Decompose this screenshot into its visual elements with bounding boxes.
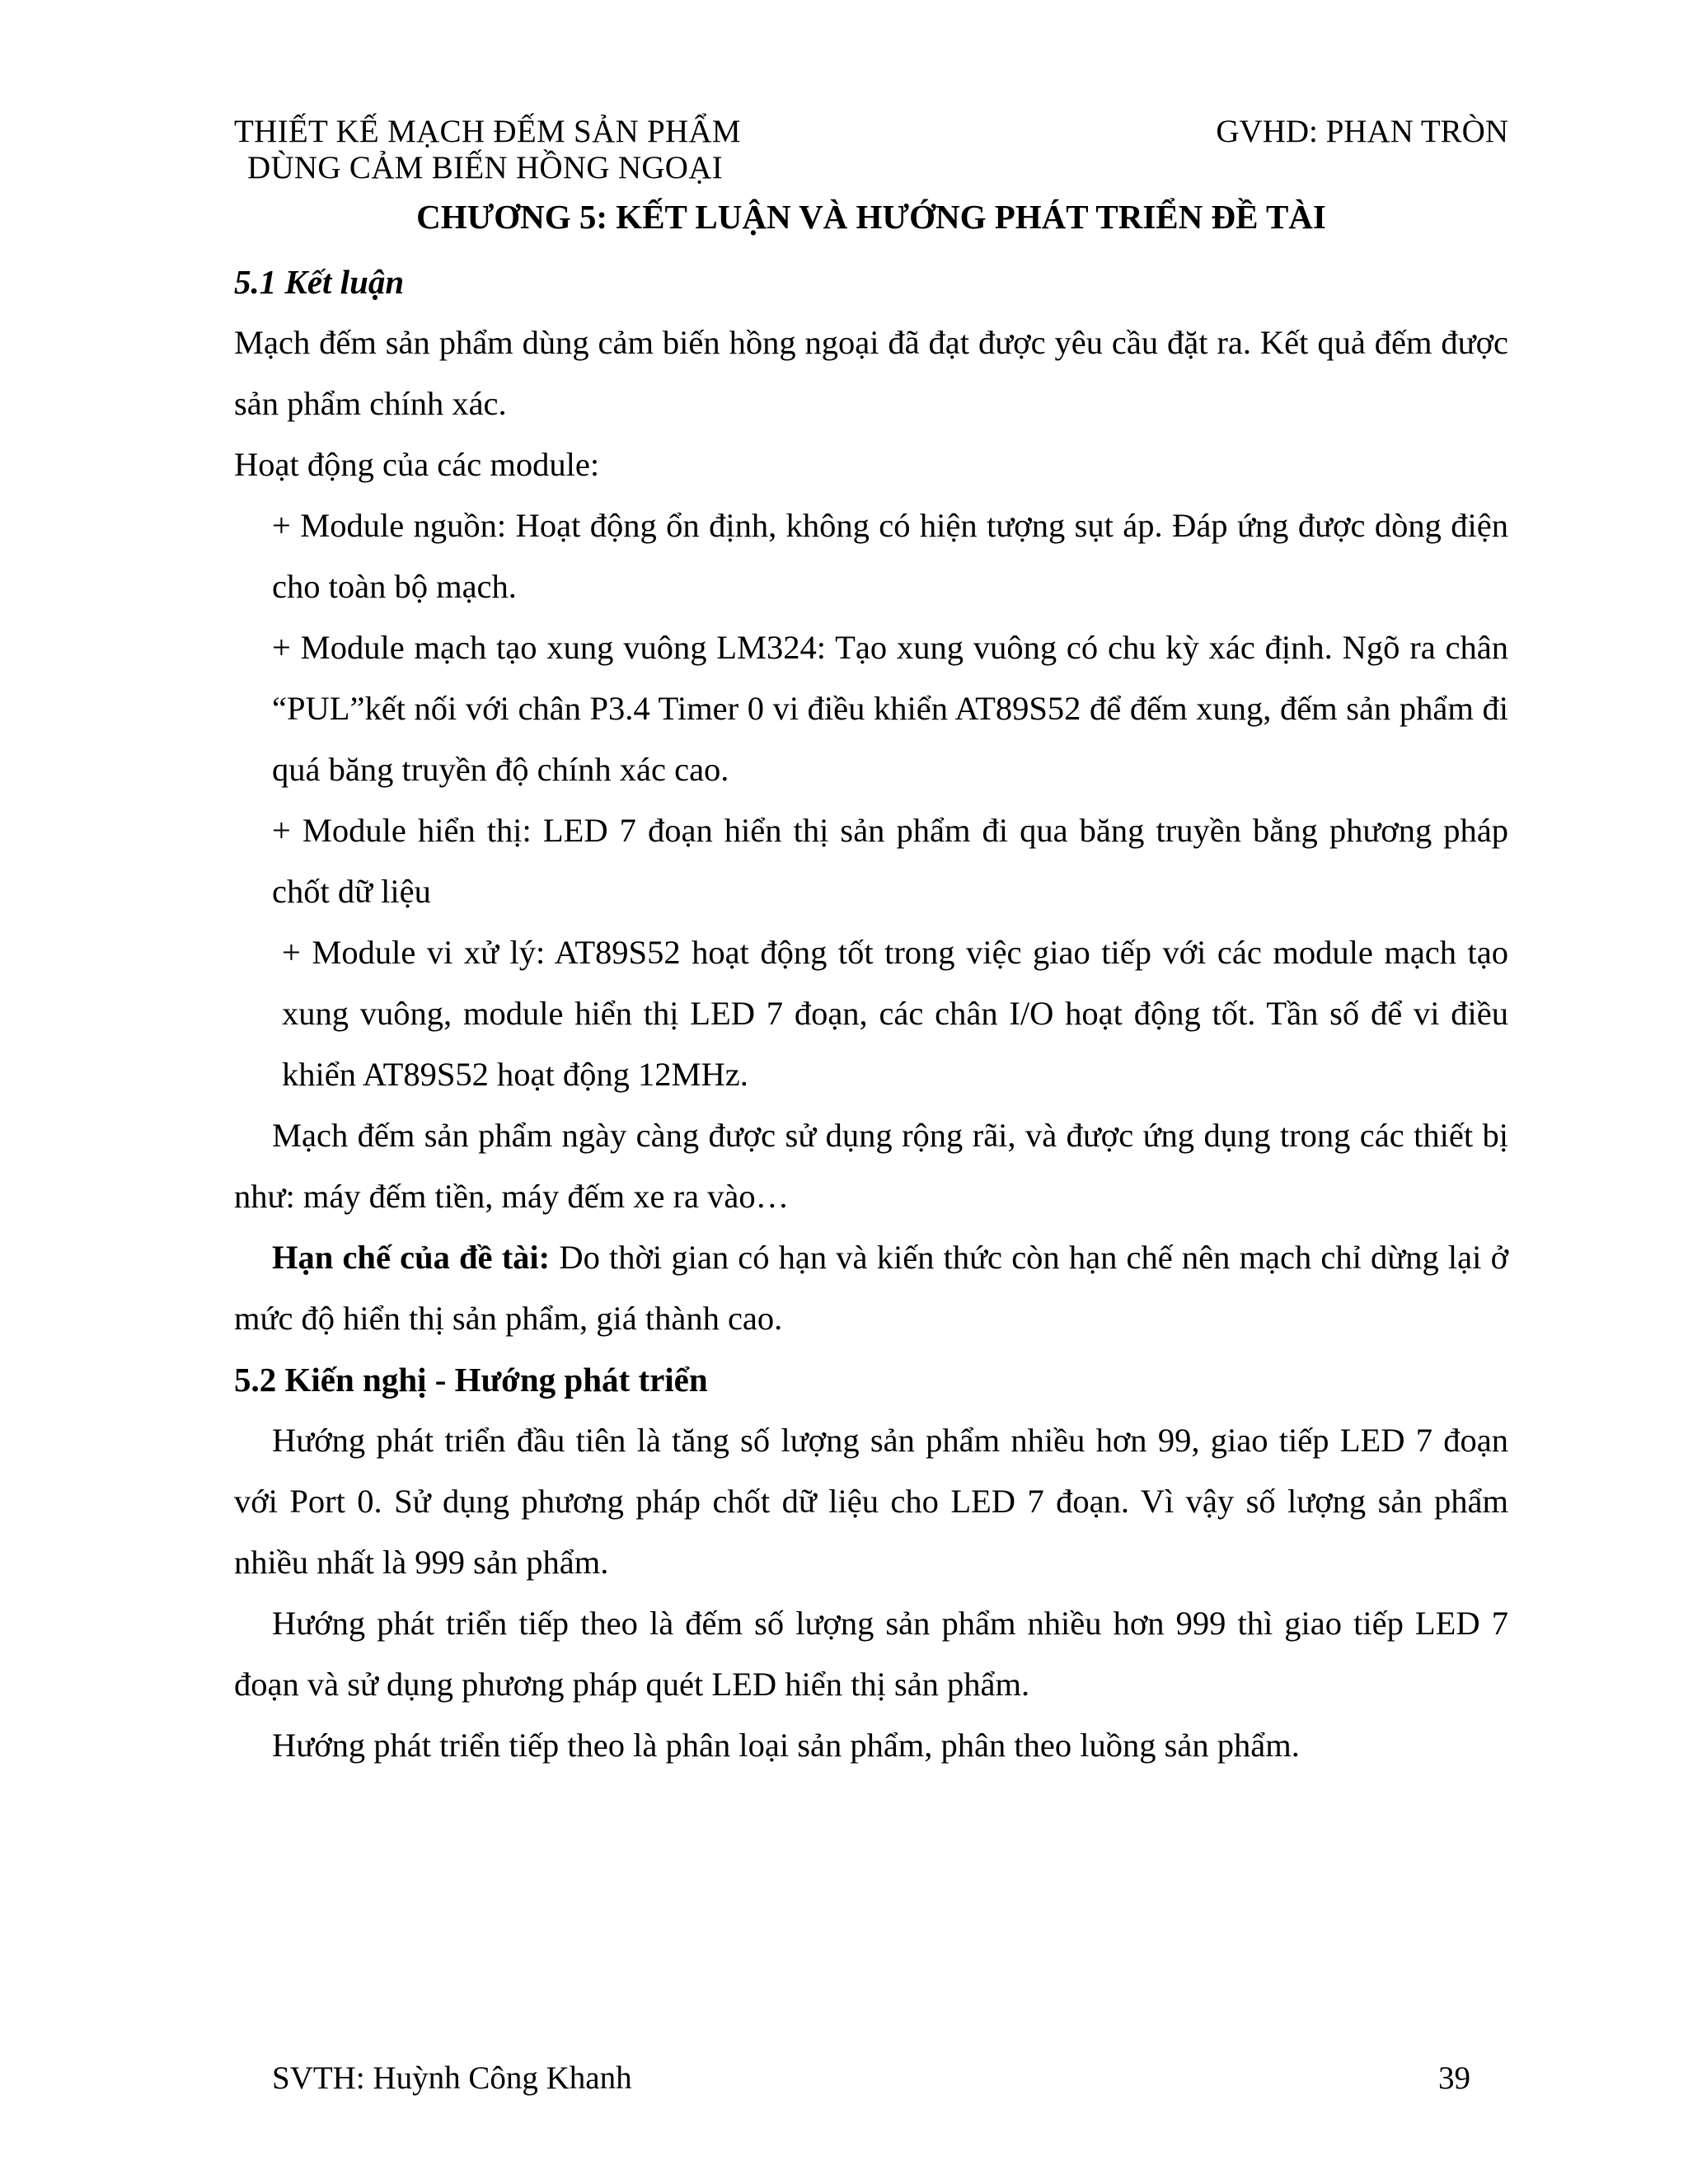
section-1-paragraph-3: Mạch đếm sản phẩm ngày càng được sử dụng rộng rãi, và được ứng dụng trong các thiết bị như: máy đếm tiền, máy đếm xe ra vào… bbox=[234, 1117, 1508, 1215]
section-1-paragraph-2: Hoạt động của các module: bbox=[234, 446, 600, 483]
header-title-line2: DÙNG CẢM BIẾN HỒNG NGOẠI bbox=[247, 150, 724, 185]
module-power-item: + Module nguồn: Hoạt động ổn định, không có hiện tượng sụt áp. Đáp ứng được dòng điện cho toàn bộ mạch. bbox=[272, 507, 1508, 605]
section-1-heading: 5.1 Kết luận bbox=[234, 263, 405, 301]
limitations-label: Hạn chế của đề tài: bbox=[272, 1239, 551, 1276]
header-title-line1: THIẾT KẾ MẠCH ĐẾM SẢN PHẨM bbox=[234, 114, 741, 149]
chapter-title: CHƯƠNG 5: KẾT LUẬN VÀ HƯỚNG PHÁT TRIỂN ĐỀ TÀI bbox=[416, 198, 1326, 236]
limitations-paragraph bbox=[234, 1227, 1508, 1349]
footer-page-number: 39 bbox=[1438, 2060, 1470, 2096]
section-2-paragraph-3: Hướng phát triển tiếp theo là phân loại sản phẩm, phân theo luồng sản phẩm. bbox=[272, 1727, 1300, 1764]
header-advisor: GVHD: PHAN TRÒN bbox=[1216, 114, 1508, 149]
section-1-paragraph-1: Mạch đếm sản phẩm dùng cảm biến hồng ngoại đã đạt được yêu cầu đặt ra. Kết quả đếm được sản phẩm chính xác. bbox=[234, 324, 1508, 422]
module-pulse-item: + Module mạch tạo xung vuông LM324: Tạo xung vuông có chu kỳ xác định. Ngõ ra chân “PUL”kết nối với chân P3.4 Timer 0 vi điều khiển AT89S52 để đếm xung, đếm sản phẩm đi quá băng truyền độ chính xác cao. bbox=[272, 629, 1508, 788]
module-display-item: + Module hiển thị: LED 7 đoạn hiển thị sản phẩm đi qua băng truyền bằng phương pháp chốt dữ liệu bbox=[272, 812, 1508, 910]
header-title bbox=[234, 114, 741, 186]
limitations-text: Do thời gian có hạn và kiến thức còn hạn chế nên mạch chỉ dừng lại ở mức độ hiển thị sản phẩm, giá thành cao. bbox=[234, 1239, 1508, 1337]
footer-student: SVTH: Huỳnh Công Khanh bbox=[272, 2060, 632, 2096]
section-2-heading: 5.2 Kiến nghị - Hướng phát triển bbox=[234, 1361, 708, 1399]
section-2-paragraph-2: Hướng phát triển tiếp theo là đếm số lượng sản phẩm nhiều hơn 999 thì giao tiếp LED 7 đoạn và sử dụng phương pháp quét LED hiển thị sản phẩm. bbox=[234, 1605, 1508, 1703]
module-mcu-item: + Module vi xử lý: AT89S52 hoạt động tốt trong việc giao tiếp với các module mạch tạo xung vuông, module hiển thị LED 7 đoạn, các chân I/O hoạt động tốt. Tần số để vi điều khiển AT89S52 hoạt động 12MHz. bbox=[282, 934, 1508, 1093]
page-content bbox=[234, 251, 1508, 1776]
section-2-paragraph-1: Hướng phát triển đầu tiên là tăng số lượng sản phẩm nhiều hơn 99, giao tiếp LED 7 đoạn với Port 0. Sử dụng phương pháp chốt dữ liệu cho LED 7 đoạn. Vì vậy số lượng sản phẩm nhiều nhất là 999 sản phẩm. bbox=[234, 1422, 1508, 1581]
